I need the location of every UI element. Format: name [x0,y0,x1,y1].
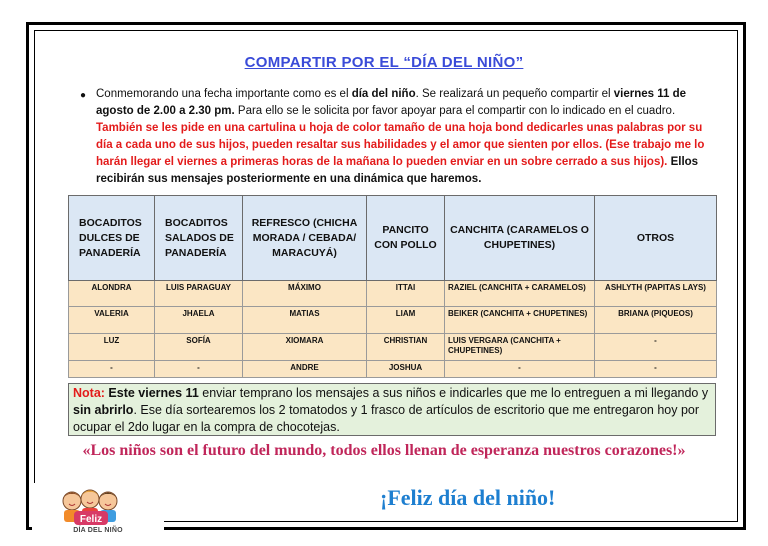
table-cell: MATIAS [243,307,367,334]
table-cell: SOFÍA [155,334,243,361]
table-cell: ASHLYTH (PAPITAS LAYS) [595,281,717,307]
header-cell: CANCHITA (CARAMELOS O CHUPETINES) [445,196,595,281]
note-label: Nota: [73,386,105,400]
table-row [69,361,717,378]
table-cell: - [445,361,595,378]
table-row [69,334,717,361]
table-cell: ALONDRA [69,281,155,307]
table-cell: CHRISTIAN [367,334,445,361]
table-cell: LUZ [69,334,155,361]
note-box: Nota: Este viernes 11 enviar temprano los mensajes a sus niños e indicarles que me lo entreguen a mi llegando y sin abrirlo. Ese día sortearemos los 2 tomatodos y 1 frasco de artículos de escritorio que me entregaron hoy por ocupar el 2do lugar en la compra de chocotejas. [68,383,716,436]
greeting-text: ¡Feliz día del niño! [380,485,556,510]
table-cell: - [595,361,717,378]
table-row [69,307,717,334]
header-cell: BOCADITOS DULCES DE PANADERÍA [69,196,155,281]
table-cell: - [155,361,243,378]
intro-request-text: También se les pide en una cartulina u hoja de color tamaño de una hoja bond dedicarles unas palabras por su día a cada uno de sus hijos, pueden resaltar sus habilidades y el amor que sienten por ellos. (Ese trabajo me lo harán llegar el viernes a primeras horas de la mañana lo pueden enviar en un sobre cerrado a sus hijos). [96,122,705,168]
table-cell: BEIKER (CANCHITA + CHUPETINES) [445,307,595,334]
children-logo [32,483,164,541]
table-cell: XIOMARA [243,334,367,361]
document-title: COMPARTIR POR EL “DÍA DEL NIÑO” [244,54,524,71]
table-cell: ANDRE [243,361,367,378]
header-cell: BOCADITOS SALADOS DE PANADERÍA [155,196,243,281]
table-cell: JHAELA [155,307,243,334]
header-cell: PANCITO CON POLLO [367,196,445,281]
logo-subtitle: DÍA DEL NIÑO [73,527,123,534]
table-cell: - [595,334,717,361]
table-cell: JOSHUA [367,361,445,378]
table-header-row [69,196,717,281]
table-row [69,281,717,307]
table-cell: LIAM [367,307,445,334]
table-cell: VALERIA [69,307,155,334]
header-cell: REFRESCO (CHICHA MORADA / CEBADA/ MARACUYÁ) [243,196,367,281]
table-cell: BRIANA (PIQUEOS) [595,307,717,334]
header-cell: OTROS [595,196,717,281]
logo-main-text: Feliz [79,514,103,525]
table-cell: LUIS VERGARA (CANCHITA + CHUPETINES) [445,334,595,361]
assignment-table [68,195,717,378]
bullet-marker: ● [80,90,87,101]
table-cell: - [69,361,155,378]
table-cell: ITTAI [367,281,445,307]
intro-paragraph: Conmemorando una fecha importante como es el día del niño. Se realizará un pequeño compartir el viernes 11 de agosto de 2.00 a 2.30 pm. Para ello se le solicita por favor apoyar para el compartir con lo indicado en el cuadro. También se les pide en una cartulina u hoja de color tamaño de una hoja bond dedicarles unas palabras por su día a cada uno de sus hijos, pueden resaltar sus habilidades y el amor que sienten por ellos. (Ese trabajo me lo harán llegar el viernes a primeras horas de la mañana lo pueden enviar en un sobre cerrado a sus hijos). Ellos recibirán sus mensajes posteriormente en una dinámica que haremos. [96,88,705,185]
table-cell: RAZIEL (CANCHITA + CARAMELOS) [445,281,595,307]
quote-text: «Los niños son el futuro del mundo, todos ellos llenan de esperanza nuestros corazones!» [82,442,686,459]
table-cell: LUIS PARAGUAY [155,281,243,307]
table-cell: MÁXIMO [243,281,367,307]
